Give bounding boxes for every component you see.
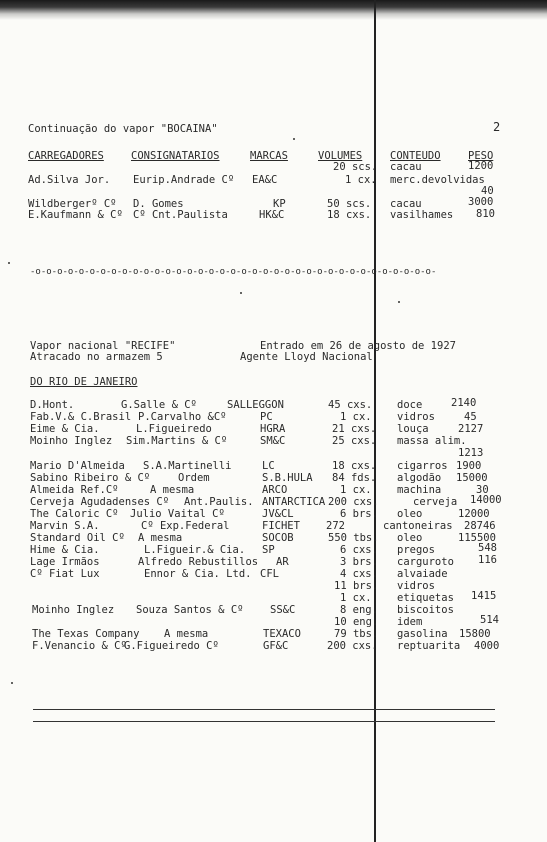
table-cell-carregador: Hime & Cia.: [30, 544, 100, 556]
table-cell-marca: SOCOB: [262, 532, 294, 544]
vapor-name: Vapor nacional "RECIFE": [30, 340, 176, 352]
table-cell-marca: HK&C: [259, 209, 285, 221]
table-cell-marca: SM&C: [260, 435, 286, 447]
table-cell-volume: 8 eng.: [340, 604, 378, 616]
table-cell-consignatario: G.Salle & Cº: [121, 399, 197, 411]
table-cell-consignatario: G.Figueiredo Cº: [124, 640, 219, 652]
table-cell-volume: 84 fds.: [332, 472, 377, 484]
scan-top-edge: [0, 0, 547, 20]
table-cell-volume: 6 brs.: [340, 508, 378, 520]
table-cell-conteudo: alvaiade: [397, 568, 448, 580]
header-volumes: VOLUMES: [318, 150, 363, 162]
table-cell-volume: 3 brs.: [340, 556, 378, 568]
separator-line: -o-o-o-o-o-o-o-o-o-o-o-o-o-o-o-o-o-o-o-o-o-o-o-o-o-o-o-o-o-o-o-o-o-o-o-o-o-: [30, 267, 437, 277]
table-cell-consignatario: Cº Cnt.Paulista: [133, 209, 228, 221]
table-cell-peso: 15000: [456, 472, 488, 484]
table-cell-peso: 514: [480, 614, 499, 626]
table-cell-peso: 548: [478, 542, 497, 554]
header-conteudo: CONTEUDO: [390, 150, 441, 162]
table-cell-peso: 1900: [456, 460, 482, 472]
table-cell-marca: TEXACO: [263, 628, 301, 640]
table-cell-carregador: Eime & Cia.: [30, 423, 100, 435]
fold-line: [374, 0, 376, 842]
table-cell-marca: S.B.HULA: [262, 472, 313, 484]
table-cell-volume: 272: [326, 520, 345, 532]
table-cell-peso: 40: [481, 185, 494, 197]
table-cell-marca: LC: [262, 460, 275, 472]
table-cell-volume: 18 cxs.: [327, 209, 372, 221]
table-cell-consignatario: L.Figueir.& Cia.: [144, 544, 246, 556]
table-cell-conteudo: cantoneiras: [383, 520, 453, 532]
table-cell-marca: SS&C: [270, 604, 296, 616]
table-cell-peso: 12000: [458, 508, 490, 520]
table-cell-consignatario: Ordem: [178, 472, 210, 484]
table-cell-carregador: Cerveja Agudadenses Cº: [30, 496, 170, 508]
scan-speck: [11, 682, 13, 684]
table-cell-conteudo: vidros: [397, 580, 435, 592]
table-cell-carregador: D.Hont.: [30, 399, 75, 411]
table-cell-conteudo: gasolina: [397, 628, 448, 640]
table-cell-peso: 30: [476, 484, 489, 496]
table-cell-volume: 1 cx.: [340, 484, 372, 496]
table-cell-volume: 550 tbs.: [328, 532, 379, 544]
table-cell-conteudo: oleo: [397, 532, 423, 544]
header-marcas: MARCAS: [250, 150, 288, 162]
table-cell-marca: PC: [260, 411, 273, 423]
header-consignatarios: CONSIGNATARIOS: [131, 150, 220, 162]
table-cell-conteudo: cacau: [390, 161, 422, 173]
scan-speck: [240, 292, 242, 294]
table-cell-conteudo: oleo: [397, 508, 423, 520]
table-cell-consignatario: Eurip.Andrade Cº: [133, 174, 235, 186]
bottom-rule: [33, 709, 495, 710]
table-cell-volume: 1 cx.: [340, 411, 372, 423]
table-cell-volume: 6 cxs.: [340, 544, 378, 556]
table-cell-conteudo: louça: [397, 423, 429, 435]
table-cell-conteudo: machina: [397, 484, 442, 496]
table-cell-marca: HGRA: [260, 423, 286, 435]
table-cell-carregador: Moinho Inglez: [32, 604, 115, 616]
table-cell-conteudo: idem: [397, 616, 423, 628]
table-cell-volume: 1 cx.: [345, 174, 377, 186]
table-cell-conteudo: reptuarita: [397, 640, 461, 652]
table-cell-conteudo: cigarros: [397, 460, 448, 472]
table-cell-volume: 11 brs.: [334, 580, 379, 592]
table-cell-peso: 3000: [468, 196, 494, 208]
table-cell-consignatario: Alfredo Rebustillos: [138, 556, 259, 568]
table-cell-volume: 200 cxs.: [327, 640, 378, 652]
scan-speck: [398, 301, 400, 303]
page-number: 2: [493, 120, 501, 134]
table-cell-carregador: F.Venancio & Cº: [32, 640, 127, 652]
bottom-rule: [33, 721, 495, 722]
table-cell-peso: 2127: [458, 423, 484, 435]
table-cell-conteudo: biscoitos: [397, 604, 454, 616]
table-cell-volume: 25 cxs.: [332, 435, 377, 447]
table-cell-conteudo: cacau: [390, 198, 422, 210]
table-cell-consignatario: S.A.Martinelli: [143, 460, 232, 472]
origem-heading: DO RIO DE JANEIRO: [30, 376, 138, 388]
entrada-date: Entrado em 26 de agosto de 1927: [260, 340, 456, 352]
table-cell-carregador: The Caloric Cº: [30, 508, 119, 520]
table-cell-carregador: E.Kaufmann & Cº: [28, 209, 123, 221]
table-cell-conteudo: pregos: [397, 544, 435, 556]
table-cell-marca: KP: [273, 198, 286, 210]
table-cell-peso: 1200: [468, 160, 494, 172]
table-cell-peso: 116: [478, 554, 497, 566]
table-cell-volume: 50 scs.: [327, 198, 372, 210]
table-cell-peso: 28746: [464, 520, 496, 532]
table-cell-consignatario: Sim.Martins & Cº: [126, 435, 228, 447]
table-cell-marca: ARCO: [262, 484, 288, 496]
table-cell-conteudo: vidros: [397, 411, 435, 423]
header-peso: PESO: [468, 150, 494, 162]
table-cell-conteudo: algodão: [397, 472, 442, 484]
table-cell-marca: CFL: [260, 568, 279, 580]
scan-speck: [8, 262, 10, 264]
table-cell-consignatario: L.Figueiredo: [136, 423, 212, 435]
table-cell-consignatario: Ant.Paulis.: [184, 496, 254, 508]
table-cell-marca: EA&C: [252, 174, 278, 186]
table-cell-volume: 10 eng.: [334, 616, 379, 628]
table-cell-marca: JV&CL: [262, 508, 294, 520]
table-cell-peso: 115500: [458, 532, 496, 544]
table-cell-consignatario: Cº Exp.Federal: [141, 520, 230, 532]
table-cell-carregador: Mario D'Almeida: [30, 460, 125, 472]
table-cell-carregador: Almeida Ref.Cº: [30, 484, 119, 496]
table-cell-peso: 1415: [471, 590, 497, 602]
table-cell-consignatario: Ennor & Cia. Ltd.: [144, 568, 252, 580]
table-cell-marca: GF&C: [263, 640, 289, 652]
table-cell-volume: 79 tbs.: [334, 628, 379, 640]
table-cell-volume: 4 cxs.: [340, 568, 378, 580]
table-cell-carregador: Moinho Inglez: [30, 435, 113, 447]
table-cell-volume: 1 cx.: [340, 592, 372, 604]
table-cell-peso: 2140: [451, 397, 477, 409]
table-cell-marca: ANTARCTICA: [262, 496, 326, 508]
table-cell-carregador: Sabino Ribeiro & Cº: [30, 472, 151, 484]
table-cell-conteudo: etiquetas: [397, 592, 454, 604]
table-cell-carregador: Marvin S.A.: [30, 520, 100, 532]
table-cell-peso: 4000: [474, 640, 500, 652]
table-cell-carregador: Ad.Silva Jor.: [28, 174, 111, 186]
table-cell-marca: AR: [276, 556, 289, 568]
table-cell-conteudo: cerveja: [413, 496, 458, 508]
agente: Agente Lloyd Nacional: [240, 351, 373, 363]
table-cell-carregador: Lage Irmãos: [30, 556, 100, 568]
scan-speck: [293, 138, 295, 140]
table-cell-conteudo: carguroto: [397, 556, 454, 568]
table-cell-peso: 1213: [458, 447, 484, 459]
table-cell-peso: 14000: [470, 494, 502, 506]
table-cell-conteudo: merc.devolvidas: [390, 174, 485, 186]
table-cell-volume: 20 scs.: [333, 161, 378, 173]
table-cell-carregador: The Texas Company: [32, 628, 140, 640]
page-title: Continuação do vapor "BOCAINA": [28, 123, 218, 135]
table-cell-volume: 18 cxs.: [332, 460, 377, 472]
table-cell-volume: 200 cxs.: [328, 496, 379, 508]
table-cell-marca: SALLEGGON: [227, 399, 284, 411]
table-cell-consignatario: A mesma: [138, 532, 183, 544]
table-cell-carregador: Wildbergerº Cº: [28, 198, 117, 210]
table-cell-marca: FICHET: [262, 520, 300, 532]
armazem: Atracado no armazem 5: [30, 351, 163, 363]
table-cell-consignatario: P.Carvalho &Cº: [138, 411, 227, 423]
header-carregadores: CARREGADORES: [28, 150, 104, 162]
table-cell-peso: 15800: [459, 628, 491, 640]
table-cell-peso: 810: [476, 208, 495, 220]
table-cell-consignatario: A mesma: [150, 484, 195, 496]
table-cell-conteudo: vasilhames: [390, 209, 454, 221]
table-cell-carregador: Fab.V.& C.Brasil: [30, 411, 132, 423]
table-cell-carregador: Standard Oil Cº: [30, 532, 125, 544]
table-cell-peso: 45: [464, 411, 477, 423]
table-cell-volume: 45 cxs.: [328, 399, 373, 411]
table-cell-consignatario: D. Gomes: [133, 198, 184, 210]
table-cell-volume: 21 cxs.: [332, 423, 377, 435]
table-cell-conteudo: doce: [397, 399, 423, 411]
table-cell-conteudo: massa alim.: [397, 435, 467, 447]
table-cell-consignatario: A mesma: [164, 628, 209, 640]
table-cell-carregador: Cº Fiat Lux: [30, 568, 100, 580]
table-cell-marca: SP: [262, 544, 275, 556]
table-cell-consignatario: Souza Santos & Cº: [136, 604, 244, 616]
table-cell-consignatario: Julio Vaital Cº: [130, 508, 225, 520]
